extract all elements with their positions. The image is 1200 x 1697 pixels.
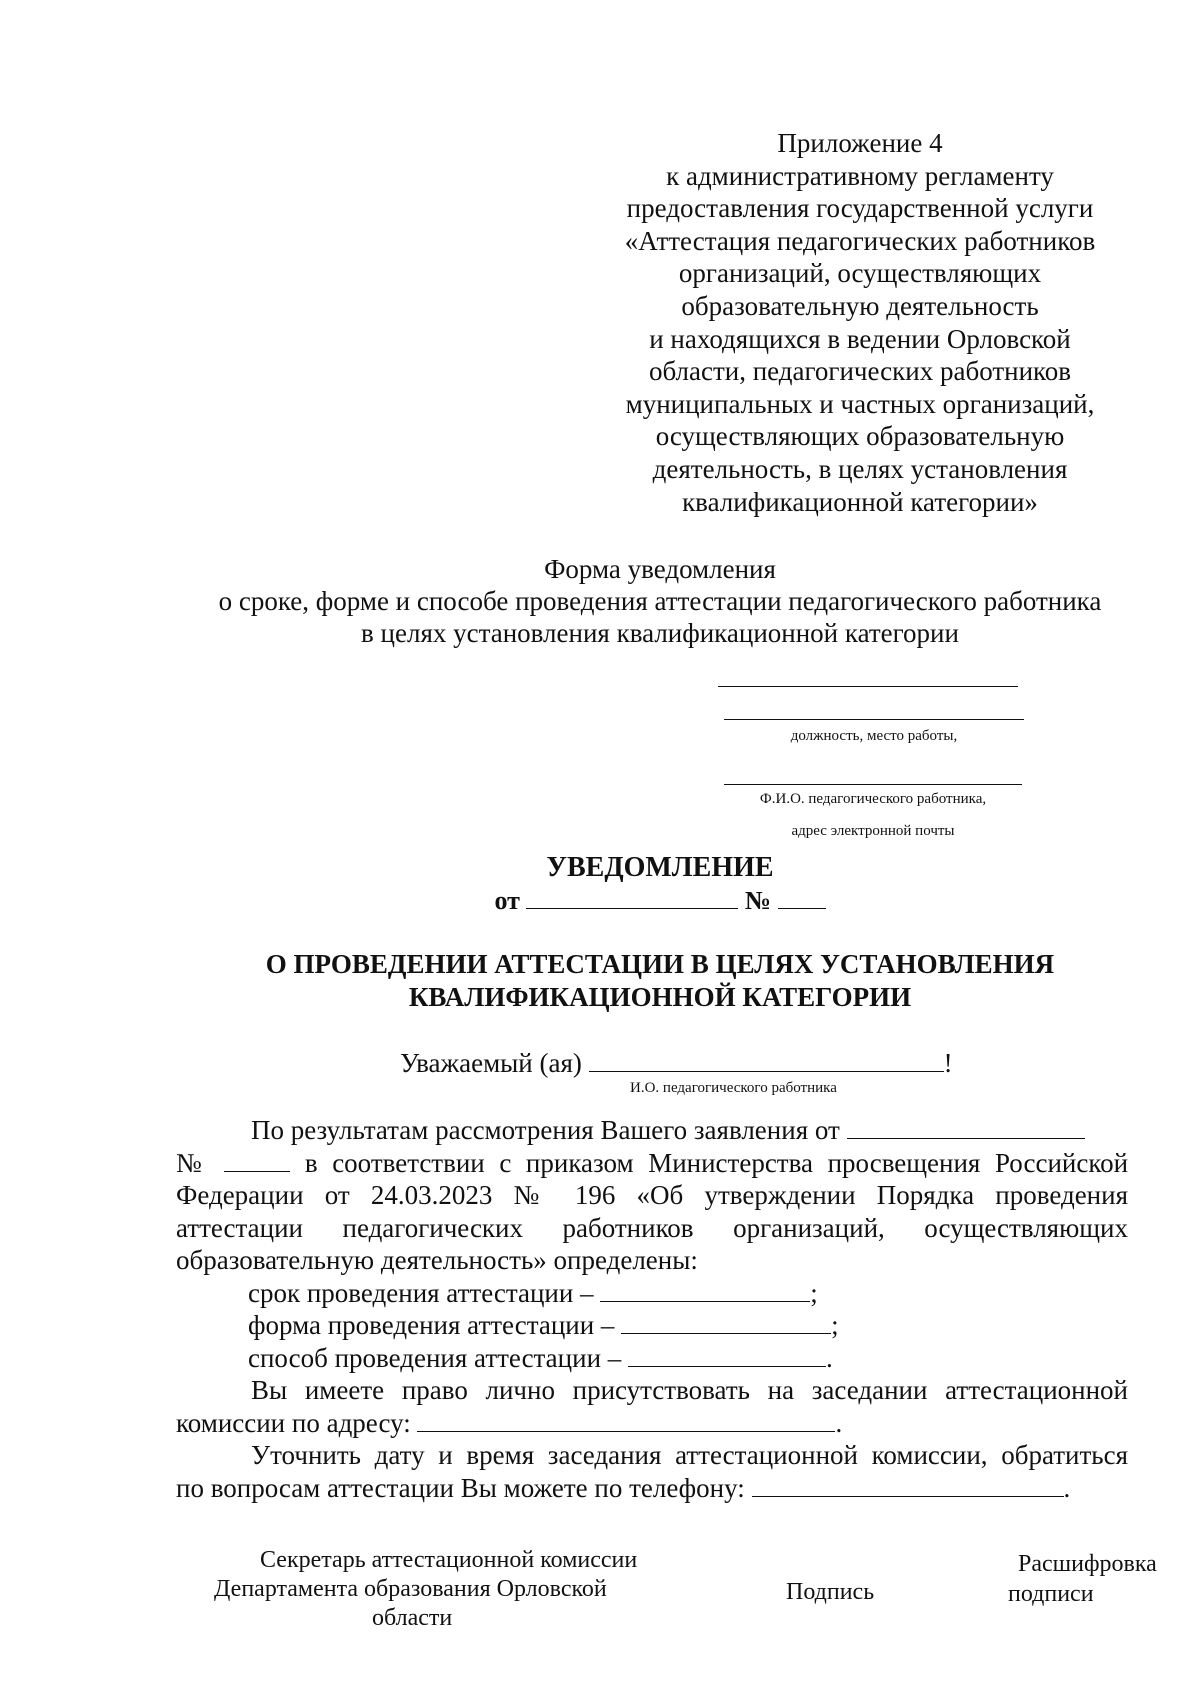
attestation-method-field[interactable] [628,1344,826,1367]
body-line: образовательную деятельность» определены: [176,1245,698,1275]
commission-address-field[interactable] [417,1409,835,1432]
appendix-line: предоставления государственной услуги [626,193,1094,224]
body-text: в соответствии с приказом Министерства просвещения Российской [304,1147,1129,1178]
appendix-line: осуществляющих образовательную [655,421,1065,452]
greeting [400,1047,953,1079]
form-title [160,553,1160,649]
body-line [176,1147,1128,1180]
body-line [176,1407,1128,1440]
addressee-line-2[interactable] [724,719,1024,720]
body-text: . [826,1342,833,1373]
addressee-line-3[interactable] [724,784,1022,785]
body-line: Уточнить дату и время заседания аттестационной комиссии, обратиться [251,1440,1128,1470]
appendix-line: квалификационной категории» [682,486,1038,517]
appendix-line: образовательную деятельность [681,290,1039,321]
appendix-line: к административному регламенту [666,160,1054,191]
body-item [176,1309,1128,1342]
body-text: ; [810,1277,818,1308]
body-text: . [835,1407,843,1438]
subject-line: О ПРОВЕДЕНИИ АТТЕСТАЦИИ В ЦЕЛЯХ УСТАНОВЛЕНИЯ [265,949,1055,979]
notice-body [176,1114,1128,1504]
signature-decode-label: Расшифровка [1018,1551,1157,1577]
addressee-caption-email: адрес электронной почты [791,823,955,839]
body-line: Федерации от 24.03.2023 № 196 «Об утверждении Порядка проведения [176,1180,1128,1210]
notice-title: УВЕДОМЛЕНИЕ [546,852,774,883]
body-text: № [176,1147,210,1178]
body-text: способ проведения аттестации – [248,1342,622,1373]
appendix-line: организаций, осуществляющих [678,258,1042,289]
signature-role-line: области [372,1605,453,1631]
notice-date-number [400,885,920,917]
appendix-line: муниципальных и частных организаций, [625,388,1095,419]
appendix-header [600,127,1120,518]
form-title-line: о сроке, форме и способе проведения аттестации педагогического работника [218,586,1102,616]
appendix-line: «Аттестация педагогических работников [624,225,1096,256]
addressee-caption-position: должность, место работы, [790,728,958,744]
body-text: ; [831,1310,839,1340]
addressee-line-1[interactable] [718,686,1018,687]
application-number-field[interactable] [224,1149,290,1172]
body-line: аттестации педагогических работников организаций, осуществляющих [176,1212,1128,1243]
attestation-term-field[interactable] [600,1279,810,1302]
notice-number-label: № [744,886,772,915]
signature-role-line: Секретарь аттестационной комиссии [260,1547,638,1573]
signature-sign-label: Подпись [786,1579,875,1605]
form-title-line: в целях установления квалификационной категории [361,618,959,648]
body-text: срок проведения аттестации – [248,1277,594,1308]
notice-date-field[interactable] [526,886,738,909]
subject-line: КВАЛИФИКАЦИОННОЙ КАТЕГОРИИ [408,982,912,1012]
body-text: . [1063,1472,1071,1503]
body-text: комиссии по адресу: [176,1407,411,1438]
signature-decode-label: подписи [1008,1581,1094,1607]
greeting-caption: И.О. педагогического работника [630,1080,837,1096]
greeting-end: ! [943,1048,953,1078]
notice-from-label: от [494,886,520,915]
attestation-form-field[interactable] [621,1311,831,1334]
greeting-name-field[interactable] [589,1049,944,1072]
signature-role-line: Департамента образования Орловской [214,1576,607,1602]
notice-number-field[interactable] [778,886,826,909]
body-line [176,1472,1128,1505]
form-title-line: Форма уведомления [544,554,776,584]
notice-subject [160,948,1160,1014]
addressee-caption-name: Ф.И.О. педагогического работника, [759,791,987,807]
appendix-line: области, педагогических работников [648,356,1072,387]
greeting-text: Уважаемый (ая) [400,1048,582,1078]
body-text: по вопросам аттестации Вы можете по телефону: [176,1472,745,1503]
appendix-line: деятельность, в целях установления [652,453,1068,484]
body-item [176,1277,1128,1310]
application-date-field[interactable] [847,1116,1085,1139]
body-line: Вы имеете право лично присутствовать на заседании аттестационной [251,1375,1128,1405]
body-line [176,1114,1128,1147]
appendix-line: и находящихся в ведении Орловской [649,323,1071,354]
body-text: форма проведения аттестации – [248,1310,615,1340]
body-text: По результатам рассмотрения Вашего заявления от [251,1115,840,1145]
phone-field[interactable] [752,1474,1064,1497]
body-item [176,1342,1128,1375]
appendix-line: Приложение 4 [777,128,943,158]
